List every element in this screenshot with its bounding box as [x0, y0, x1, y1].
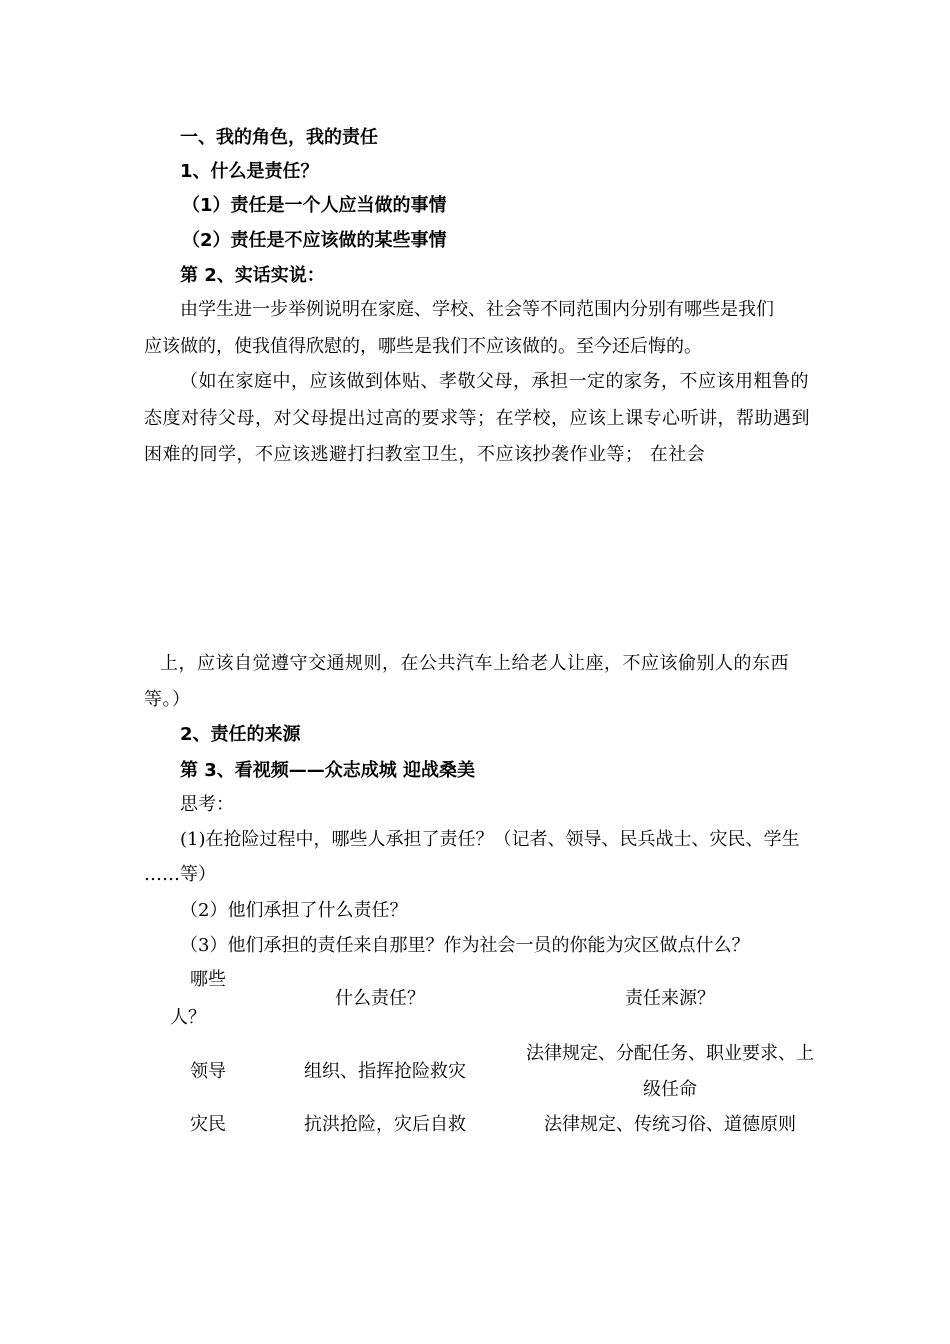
example-line-3: 困难的同学，不应该逃避打扫教室卫生，不应该抄袭作业等； 在社会	[144, 444, 706, 465]
question-line-3: （2）他们承担了什么责任？	[180, 900, 408, 921]
example-line-2: 态度对待父母，对父母提出过高的要求等；在学校，应该上课专心听讲，帮助遇到	[144, 408, 810, 429]
question-2-title: 2、责任的来源	[180, 724, 301, 745]
example-line-5: 等。）	[144, 689, 191, 710]
step-2-title: 第 2、实话实说：	[180, 265, 325, 286]
table-header-duty: 什么责任？	[335, 988, 425, 1009]
question-line-4: （3）他们承担的责任来自那里？作为社会一员的你能为灾区做点什么？	[180, 935, 750, 956]
question-line-2: ……等）	[144, 864, 216, 885]
step-2-paragraph-line-2: 应该做的，使我值得欣慰的，哪些是我们不应该做的。至今还后悔的。	[144, 336, 702, 357]
table-row-1-source-line-2: 级任命	[643, 1079, 697, 1100]
example-line-4: 上，应该自觉遵守交通规则，在公共汽车上给老人让座，不应该偷别人的东西	[160, 653, 789, 674]
table-row-1-who: 领导	[190, 1061, 226, 1082]
step-3-title: 第 3、看视频——众志成城 迎战桑美	[180, 760, 476, 781]
table-row-1-duty: 组织、指挥抢险救灾	[304, 1061, 466, 1082]
question-1-item-1: （1）责任是一个人应当做的事情	[182, 195, 447, 216]
table-row-2-who: 灾民	[190, 1114, 226, 1135]
think-label: 思考：	[180, 794, 234, 815]
table-header-source: 责任来源？	[625, 988, 715, 1009]
table-row-1-source-line-1: 法律规定、分配任务、职业要求、上	[526, 1043, 814, 1064]
table-row-2-duty: 抗洪抢险，灾后自救	[304, 1114, 466, 1135]
table-header-who-line-1: 哪些	[190, 969, 226, 990]
step-2-paragraph-line-1: 由学生进一步举例说明在家庭、学校、社会等不同范围内分别有哪些是我们	[180, 299, 774, 320]
table-header-who-line-2: 人？	[170, 1007, 206, 1028]
question-1-title: 1、什么是责任？	[180, 161, 319, 182]
section-title: 一、我的角色，我的责任	[180, 127, 378, 148]
table-row-2-source: 法律规定、传统习俗、道德原则	[544, 1114, 796, 1135]
example-line-1: （如在家庭中，应该做到体贴、孝敬父母，承担一定的家务，不应该用粗鲁的	[180, 371, 809, 392]
question-line-1: (1)在抢险过程中，哪些人承担了责任？（记者、领导、民兵战士、灾民、学生	[180, 829, 800, 850]
question-1-item-2: （2）责任是不应该做的某些事情	[182, 230, 447, 251]
